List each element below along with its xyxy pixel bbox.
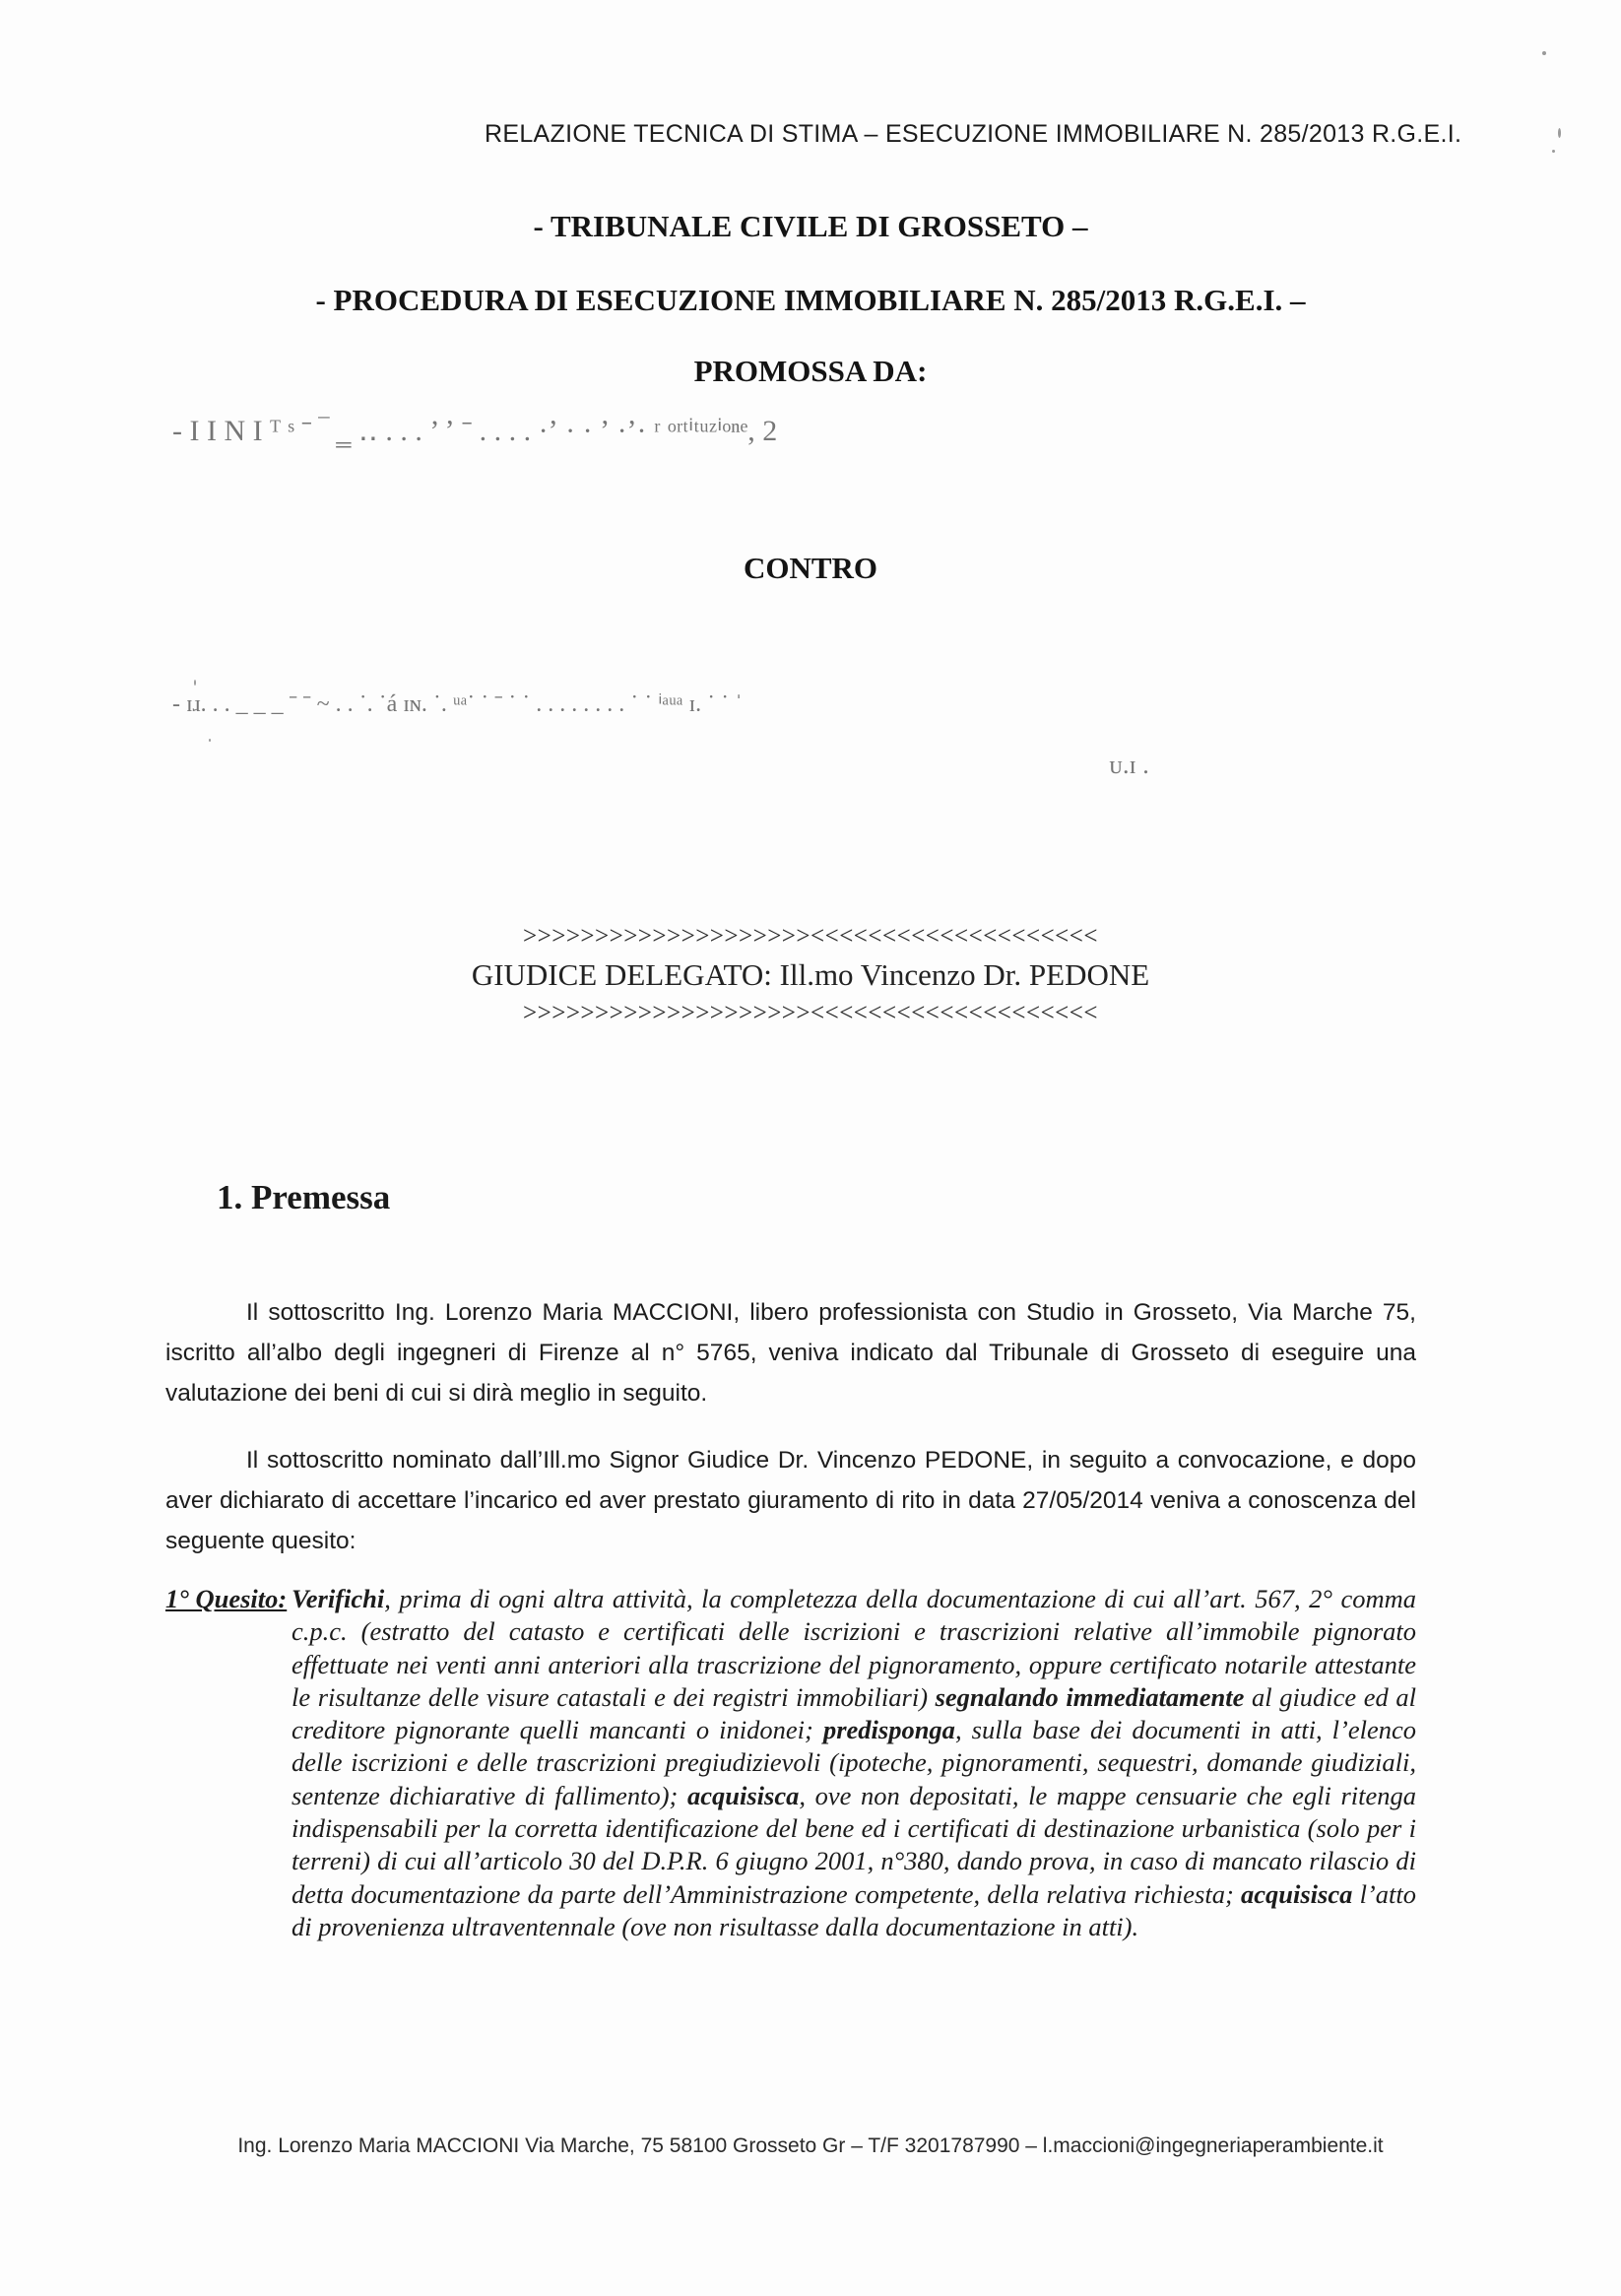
quesito-verb-acquisisca-1: acquisisca [686, 1780, 800, 1810]
redacted-creditor-line: - I I N I ᵀ ˢ ˉ ‾ ‗ ‥ . . . ’ ʼ ˉ . . . . ·ʼ · · ʼ ·ʼ· ʳ ᵒʳᵗⁱᵗᵘᶻⁱᵒⁿᵉ, 2 [172, 415, 778, 447]
quesito-text-3: , sulla base dei documenti in atti, l’elenco delle iscrizioni e delle trascrizioni pregiudizievoli (ipoteche, pignoramenti, sequestri, domande giudiziali, sentenze dichiarative di fallimento); [292, 1715, 1416, 1810]
redacted-debtor-line: - ɪɹ. . . _ _ _ ˉ ˉ ~ . . ˙. ˙á ɪɴ. ˙. ᵘᵃ˙ ˙ ˉ ˙ ˙ . . . . . . . . ˙ ˙ ⁱᵃᵘᵃ ɪ. ˙ ˙ ˈ [172, 691, 744, 717]
contro-label: CONTRO [743, 551, 878, 585]
quesito-text-4: , ove non depositati, le mappe censuarie che egli ritenga indispensabili per la corretta identificazione del bene ed i certificati di destinazione urbanistica (solo per i terreni) di cui all’articolo 30 del D.P.R. 6 giugno 2001, n°380, dando prova, in caso di mancato rilascio di detta documentazione da parte dell’Amministrazione competente, della relativa richiesta; [292, 1780, 1416, 1909]
arrows-divider-bottom: >>>>>>>>>>>>>>>>>>>><<<<<<<<<<<<<<<<<<<< [523, 1000, 1098, 1026]
promossa-da-label: PROMOSSA DA: [693, 354, 928, 388]
running-header: RELAZIONE TECNICA DI STIMA – ESECUZIONE IMMOBILIARE N. 285/2013 R.G.E.I. [485, 120, 1462, 148]
page-footer: Ing. Lorenzo Maria MACCIONI Via Marche, 75 58100 Grosseto Gr – T/F 3201787990 – l.maccioni@ingegneriaperambiente.it [237, 2134, 1384, 2157]
section-title-premessa: 1. Premessa [217, 1178, 391, 1216]
quesito-block [165, 1583, 1416, 1943]
quesito-verb-acquisisca-2: acquisisca [1240, 1878, 1353, 1909]
arrows-divider-top: >>>>>>>>>>>>>>>>>>>><<<<<<<<<<<<<<<<<<<< [523, 923, 1098, 950]
quesito-text-1: , prima di ogni altra attività, la completezza della documentazione di cui all’art. 567, 2° comma c.p.c. (estratto del catasto e certificati delle iscrizioni e trascrizioni relative all’immobile pignorato effettuate nei venti anni anteriori alla trascrizione del pignoramento, oppure certificato notarile attestante le risultanze delle visure catastali e dei registri immobiliari) [292, 1584, 1416, 1712]
paragraph-intro: Il sottoscritto Ing. Lorenzo Maria MACCIONI, libero professionista con Studio in Grosseto, Via Marche 75, iscritto all’albo degli ingegneri di Firenze al n° 5765, veniva indicato dal Tribunale di Grosseto di eseguire una valutazione dei beni di cui si dirà meglio in seguito. [165, 1299, 1416, 1407]
judge-block [0, 920, 1621, 1030]
scan-speck [1558, 128, 1561, 138]
paragraph-appointment: Il sottoscritto nominato dall’Ill.mo Signor Giudice Dr. Vincenzo PEDONE, in seguito a convocazione, e dopo aver dichiarato di accettare l’incarico ed aver prestato giuramento di rito in data 27/05/2014 veniva a conoscenza del seguente quesito: [165, 1447, 1416, 1554]
quesito-text-2: al giudice ed al creditore pignorante quelli mancanti o inidonei; [292, 1681, 1416, 1745]
scan-speck [194, 680, 196, 686]
judge-line: GIUDICE DELEGATO: Ill.mo Vincenzo Dr. PEDONE [471, 957, 1150, 992]
quesito-verb-verifichi: Verifichi [292, 1584, 385, 1613]
scan-speck [1552, 150, 1555, 153]
quesito-text-5: l’atto di provenienza ultraventennale (ove non risultasse dalla documentazione in atti). [292, 1878, 1416, 1941]
quesito-verb-predisponga: predisponga [822, 1715, 955, 1745]
redacted-debtor-tail: ᴜ.ɪ . [1109, 751, 1149, 779]
quesito-verb-segnalando: segnalando immediatamente [935, 1681, 1245, 1712]
procedure-title: - PROCEDURA DI ESECUZIONE IMMOBILIARE N. 285/2013 R.G.E.I. – [315, 283, 1306, 317]
quesito-label: 1° Quesito: [165, 1584, 288, 1613]
court-title: - TRIBUNALE CIVILE DI GROSSETO – [533, 209, 1088, 243]
scan-speck [1542, 51, 1546, 55]
scan-speck [209, 739, 211, 742]
quesito-body [292, 1583, 1416, 1943]
